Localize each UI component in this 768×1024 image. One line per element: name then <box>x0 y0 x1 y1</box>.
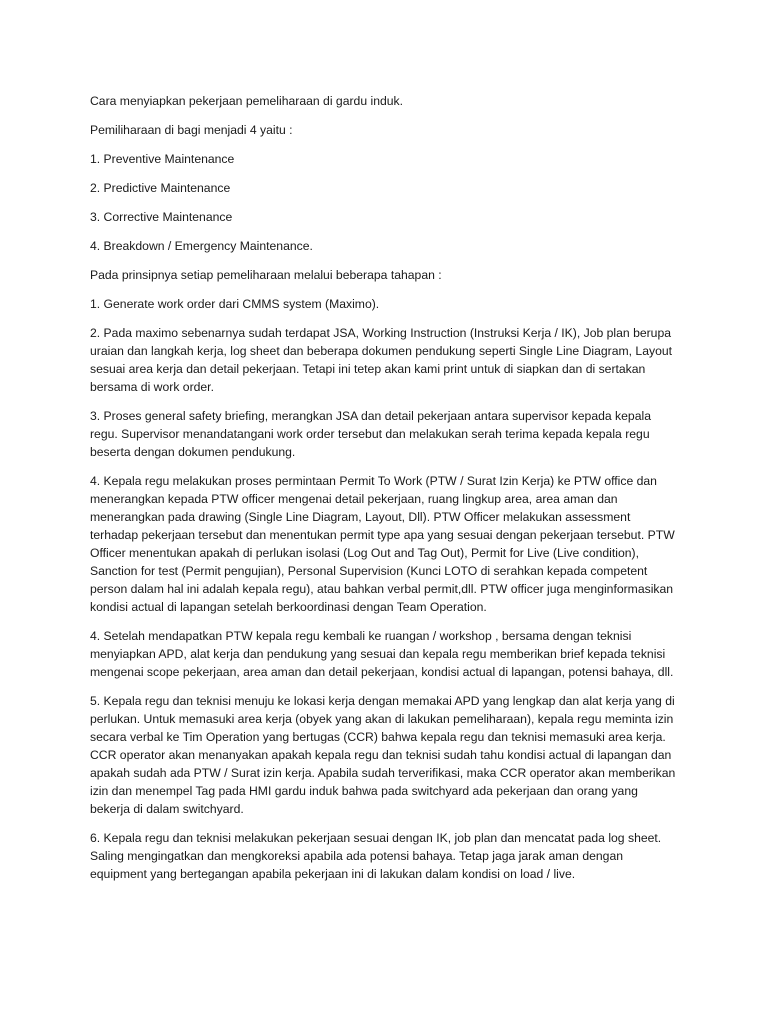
maintenance-intro: Pemiliharaan di bagi menjadi 4 yaitu : <box>90 123 293 137</box>
stage-2: 2. Pada maximo sebenarnya sudah terdapat JSA, Working Instruction (Instruksi Kerja / IK), Job plan berupa uraian dan langkah kerja, log sheet dan beberapa dokumen pendukung seperti Single Line Diagram, Layout sesuai area kerja dan detail pekerjaan. Tetapi ini tetep akan kami print untuk di siapkan dan di sertakan bersama di work order. <box>90 326 673 394</box>
maintenance-type-4: 4. Breakdown / Emergency Maintenance. <box>90 239 313 253</box>
stage-5: 5. Kepala regu dan teknisi menuju ke lokasi kerja dengan memakai APD yang lengkap dan alat kerja yang di perlukan. Untuk memasuki area kerja (obyek yang akan di lakukan pemeliharaan), kepala regu meminta izin secara verbal ke Tim Operation yang bertugas (CCR) bahwa kepala regu dan teknisi memasuki area kerja. CCR operator akan menanyakan apakah kepala regu dan teknisi sudah tahu kondisi actual di lapangan dan apakah sudah ada PTW / Surat izin kerja. Apabila sudah terverifikasi, maka CCR operator akan memberikan izin dan menempel Tag pada HMI gardu induk bahwa pada switchyard ada pekerjaan dan orang yang bekerja di dalam switchyard. <box>90 694 676 816</box>
maintenance-type-2: 2. Predictive Maintenance <box>90 181 231 195</box>
stage-6: 6. Kepala regu dan teknisi melakukan pekerjaan sesuai dengan IK, job plan dan mencatat pada log sheet. Saling mengingatkan dan mengkoreksi apabila ada potensi bahaya. Tetap jaga jarak aman dengan equipment yang bertegangan apabila pekerjaan ini di lakukan dalam kondisi on load / live. <box>90 831 662 881</box>
maintenance-type-3: 3. Corrective Maintenance <box>90 210 233 224</box>
stages-intro: Pada prinsipnya setiap pemeliharaan melalui beberapa tahapan : <box>90 268 442 282</box>
document-title: Cara menyiapkan pekerjaan pemeliharaan di gardu induk. <box>90 94 404 108</box>
maintenance-type-1: 1. Preventive Maintenance <box>90 152 235 166</box>
stage-4b: 4. Setelah mendapatkan PTW kepala regu kembali ke ruangan / workshop , bersama dengan teknisi menyiapkan APD, alat kerja dan pendukung yang sesuai dan kepala regu memberikan brief kepada teknisi mengenai scope pekerjaan, area aman dan detail pekerjaan, kondisi actual di lapangan, potensi bahaya, dll. <box>90 629 674 679</box>
stage-3: 3. Proses general safety briefing, merangkan JSA dan detail pekerjaan antara supervisor kepada kepala regu. Supervisor menandatangani work order tersebut dan melakukan serah terima kepada kepala regu beserta dengan dokumen pendukung. <box>90 409 651 459</box>
stage-4a: 4. Kepala regu melakukan proses permintaan Permit To Work (PTW / Surat Izin Kerja) ke PTW office dan menerangkan kepada PTW officer mengenai detail pekerjaan, ruang lingkup area, area aman dan menerangkan pada drawing (Single Line Diagram, Layout, Dll). PTW Officer melakukan assessment terhadap pekerjaan tersebut dan menentukan permit type apa yang sesuai dengan pekerjaan tersebut. PTW Officer menentukan apakah di perlukan isolasi (Log Out and Tag Out), Permit for Live (Live condition), Sanction for test (Permit pengujian), Personal Supervision (Kunci LOTO di serahkan kepada competent person dalam hal ini adalah kepala regu), atau bahkan verbal permit,dll. PTW officer juga menginformasikan kondisi actual di lapangan setelah berkoordinasi dengan Team Operation. <box>90 474 675 614</box>
stage-1: 1. Generate work order dari CMMS system (Maximo). <box>90 297 380 311</box>
